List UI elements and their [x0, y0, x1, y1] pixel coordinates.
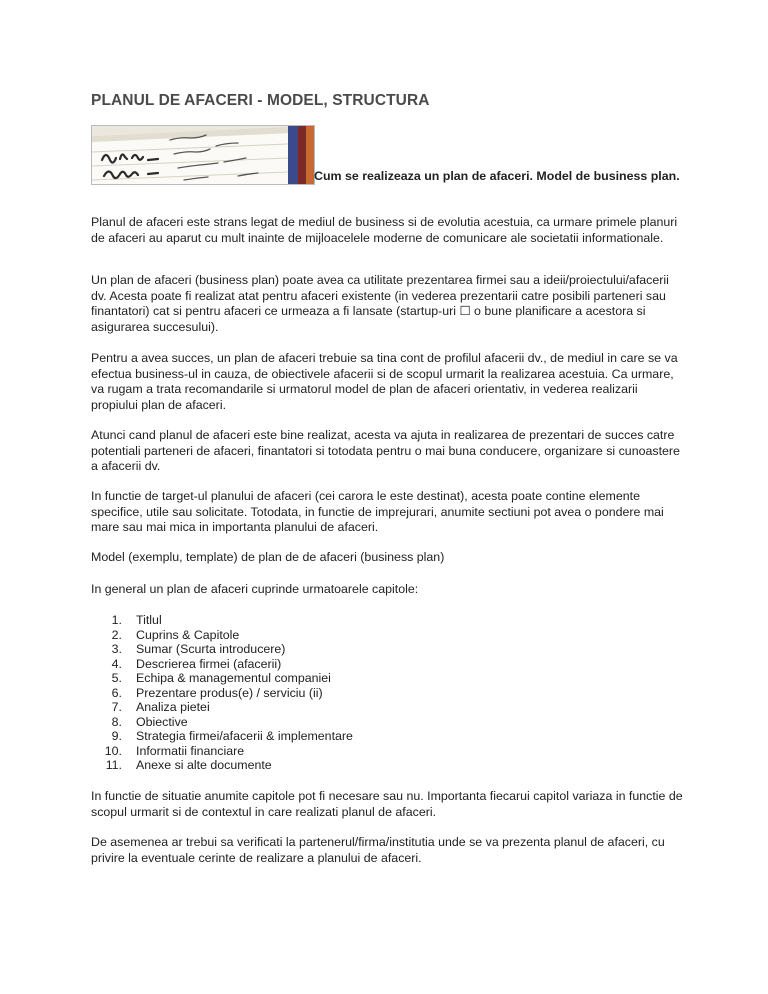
list-item-label: Descrierea firmei (afacerii) [136, 656, 282, 671]
page-title: PLANUL DE AFACERI - MODEL, STRUCTURA [91, 92, 430, 109]
list-item-label: Sumar (Scurta introducere) [136, 642, 286, 656]
list-item [91, 715, 353, 730]
chapters-list [91, 613, 353, 773]
image-caption: Cum se realizeaza un plan de afaceri. Model de business plan. [314, 169, 680, 183]
list-item-number: 8. [111, 714, 122, 729]
list-item-number: 9. [111, 729, 122, 743]
list-item-number: 10. [104, 743, 122, 758]
list-item [91, 671, 353, 686]
list-item-number: 5. [111, 671, 122, 685]
list-item-label: Titlul [136, 613, 162, 627]
list-item-number: 4. [111, 656, 122, 671]
paragraph-success: Pentru a avea succes, un plan de afaceri trebuie sa tina cont de profilul afacerii dv., de mediul in care se va efectua business-ul in cauza, de obiectivele afacerii si de scopul urmarit la realizarea acestuia. Ca urmare, va rugam a trata recomandarile si urmatorul model de plan de afaceri orientativ, in vederea realizarii propiului plan de afaceri. [91, 351, 678, 412]
list-item [91, 628, 353, 643]
list-item [91, 686, 353, 701]
paragraph-benefits: Atunci cand planul de afaceri este bine realizat, acesta va ajuta in realizarea de prezentari de succes catre potentiali parteneri de afaceri, finantatori si totodata pentru o mai buna conducere, organizare si cunoastere a afacerii dv. [91, 428, 680, 473]
paragraph-target: In functie de target-ul planului de afaceri (cei carora le este destinat), acesta poate contine elemente specifice, utile sau solicitate. Totodata, in functie de imprejurari, anumite sectiuni pot avea o pondere mai mare sau mai mica in importanta planului de afaceri. [91, 489, 664, 534]
list-item-label: Echipa & managementul companiei [136, 671, 331, 685]
list-item-label: Obiective [136, 714, 188, 729]
list-item-label: Anexe si alte documente [136, 758, 272, 772]
list-item-number: 3. [111, 642, 122, 656]
list-item [91, 744, 353, 759]
list-item-number: 1. [111, 613, 122, 627]
list-item-label: Strategia firmei/afacerii & implementare [136, 729, 353, 743]
list-item [91, 642, 353, 657]
list-item [91, 758, 353, 773]
list-item-label: Prezentare produs(e) / serviciu (ii) [136, 685, 323, 700]
list-item-label: Cuprins & Capitole [136, 627, 240, 642]
paragraph-verify: De asemenea ar trebui sa verificati la partenerul/firma/institutia unde se va prezenta planul de afaceri, cu privire la eventuale cerinte de realizare a planului de afaceri. [91, 835, 665, 865]
list-item-number: 6. [111, 685, 122, 700]
list-item [91, 613, 353, 628]
list-item-number: 7. [111, 700, 122, 714]
paragraph-chapters-intro: In general un plan de afaceri cuprinde urmatoarele capitole: [91, 582, 419, 596]
list-item-number: 2. [111, 627, 122, 642]
list-item-number: 11. [105, 758, 122, 772]
list-item [91, 700, 353, 715]
paragraph-situation: In functie de situatie anumite capitole pot fi necesare sau nu. Importanta fiecarui capitol variaza in functie de scopul urmarit si de contextul in care realizati planul de afaceri. [91, 789, 683, 819]
list-item-label: Analiza pietei [136, 700, 210, 714]
list-item [91, 729, 353, 744]
paragraph-intro: Planul de afaceri este strans legat de mediul de business si de evolutia acestuia, ca urmare primele planuri de afaceri au aparut cu mult inainte de mijloacelele moderne de comunicare ale societatii informationale. [91, 215, 678, 245]
paragraph-model: Model (exemplu, template) de plan de de afaceri (business plan) [91, 550, 445, 564]
list-item [91, 657, 353, 672]
paragraph-utility: Un plan de afaceri (business plan) poate avea ca utilitate prezentarea firmei sau a ideii/proiectului/afacerii dv. Acesta poate fi realizat atat pentru afaceri existente (in vederea prezentarii catre posibili parteneri sau finantatori) cat si pentru afaceri ce urmeaza a fi lansate (startup-uri ☐ o bune planificare a acestora si asigurarea succesului). [91, 273, 669, 334]
list-item-label: Informatii financiare [136, 743, 245, 758]
